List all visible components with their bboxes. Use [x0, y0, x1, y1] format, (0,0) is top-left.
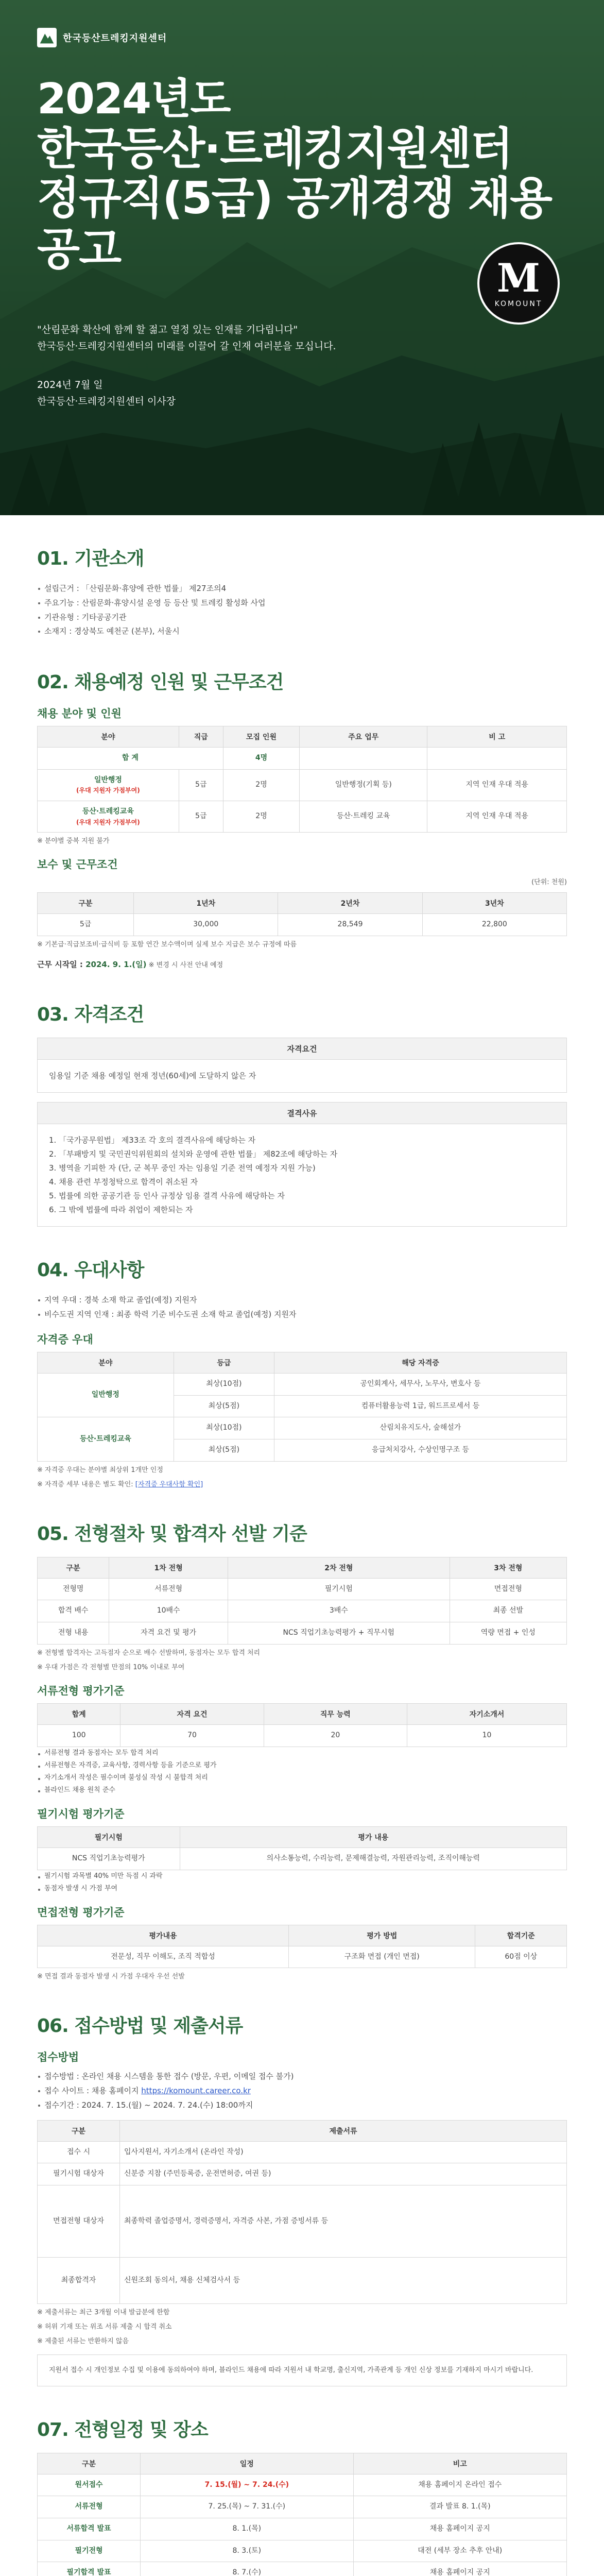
documents-note: ※ 제출서류는 최근 3개월 이내 발급분에 한함 — [37, 2309, 170, 2317]
table-cell: 면접전형 — [450, 1578, 566, 1600]
pay-value: 28,549 — [278, 914, 422, 936]
field-note: (우대 지원자 가점부여) — [76, 818, 140, 826]
table-header: 직급 — [179, 726, 223, 748]
hero-message — [37, 321, 356, 355]
grade-cell: 5급 — [179, 801, 223, 832]
hero-message-line1: "산림문화 확산에 함께 할 젊고 열정 있는 인재를 기다립니다" — [37, 324, 298, 335]
table-header: 제출서류 — [120, 2120, 567, 2141]
hero-title-org: 한국등산·트레킹지원센터 — [37, 123, 512, 175]
certificate-table — [37, 1352, 567, 1462]
section-title: 07. 전형일정 및 장소 — [37, 2419, 208, 2441]
badge-text: KOMOUNT — [494, 300, 543, 308]
table-row — [38, 2562, 567, 2576]
table-row — [38, 1373, 567, 1395]
box-header: 결격사유 — [37, 1102, 567, 1124]
table-cell: 입사지원서, 자기소개서 (온라인 작성) — [120, 2141, 567, 2163]
section-schedule — [37, 2415, 567, 2576]
table-header: 구분 — [38, 893, 134, 914]
row-label: 합격 배수 — [38, 1600, 109, 1622]
application-list — [37, 2070, 567, 2112]
table-cell: 자격 요건 및 평가 — [109, 1622, 228, 1645]
row-label: 서류합격 발표 — [38, 2518, 141, 2540]
pay-note: ※ 기본급·직급보조비·급식비 등 포함 연간 보수액이며 실제 보수 지급은 보수 규정에 따름 — [37, 941, 297, 949]
table-header: 평가 방법 — [289, 1925, 475, 1946]
cert-cell: 컴퓨터활용능력 1급, 워드프로세서 등 — [274, 1395, 567, 1417]
table-cell: 60점 이상 — [475, 1946, 567, 1968]
table-header: 비고 — [353, 2453, 566, 2474]
disqualification-box — [37, 1124, 567, 1227]
schedule-date: 8. 7.(수) — [141, 2562, 354, 2576]
work-start-note: ※ 변경 시 사전 안내 예정 — [146, 961, 223, 970]
list-item: 소재지 : 경상북도 예천군 (본부), 서울시 — [37, 624, 567, 639]
duty-cell: 등산·트레킹 교육 — [300, 801, 427, 832]
list-item: 3. 병역을 기피한 자 (단, 군 복무 중인 자는 임용일 기준 전역 예정자 지원 가능) — [49, 1163, 316, 1173]
grade-cell: 최상(10점) — [174, 1417, 274, 1439]
table-header: 자기소개서 — [407, 1704, 567, 1725]
section-positions — [37, 668, 567, 971]
work-start-date: 2024. 9. 1.(일) — [85, 960, 147, 970]
list-item: 접수방법 : 온라인 채용 시스템을 통한 접수 (방문, 우편, 이메일 접수 불가) — [37, 2070, 567, 2084]
table-header: 1년차 — [134, 893, 278, 914]
count-cell: 2명 — [223, 769, 299, 801]
total-label: 합 계 — [38, 748, 223, 770]
pay-unit: (단위: 천원) — [531, 878, 567, 887]
note-cell: 지역 인재 우대 적용 — [427, 769, 567, 801]
row-label: 필기시험 대상자 — [38, 2163, 120, 2185]
row-label: 원서접수 — [38, 2474, 141, 2496]
table-row — [38, 1622, 567, 1645]
list-item: 자기소개서 작성은 필수이며 불성실 작성 시 불합격 처리 — [37, 1772, 567, 1784]
section-preferences — [37, 1256, 567, 1490]
section-institution — [37, 544, 567, 639]
positions-table — [37, 726, 567, 833]
schedule-note: 채용 홈페이지 공지 — [353, 2518, 566, 2540]
row-label: 필기전형 — [38, 2540, 141, 2562]
score-cell: 20 — [264, 1725, 407, 1747]
table-header: 직무 능력 — [264, 1704, 407, 1725]
row-label: 접수 시 — [38, 2141, 120, 2163]
table-row — [38, 2185, 567, 2258]
pay-value: 22,800 — [422, 914, 566, 936]
pay-table — [37, 892, 567, 936]
row-label: 최종합격자 — [38, 2258, 120, 2304]
written-criteria-table — [37, 1826, 567, 1870]
section-application — [37, 2011, 567, 2386]
score-cell: 100 — [38, 1725, 120, 1747]
table-header: 3년차 — [422, 893, 566, 914]
table-cell: 필기시험 — [228, 1578, 450, 1600]
row-label: 서류전형 — [38, 2496, 141, 2518]
table-row — [38, 1600, 567, 1622]
section-title: 05. 전형절차 및 합격자 선발 기준 — [37, 1523, 307, 1545]
table-header: 평가내용 — [38, 1925, 289, 1946]
schedule-date: 8. 1.(목) — [141, 2518, 354, 2540]
table-cell: 최종 선발 — [450, 1600, 566, 1622]
grade-cell: 5급 — [179, 769, 223, 801]
document-criteria-table — [37, 1703, 567, 1747]
table-row — [38, 769, 567, 801]
notice-content — [0, 544, 604, 2576]
list-item — [37, 2084, 567, 2098]
field-name: 등산·트레킹교육 — [38, 1417, 174, 1461]
schedule-date: 7. 15.(월) ~ 7. 24.(수) — [141, 2474, 354, 2496]
list-item: 1. 「국가공무원법」 제33조 각 호의 결격사유에 해당하는 자 — [49, 1136, 256, 1145]
documents-note: ※ 제출된 서류는 반환하지 않음 — [37, 2337, 129, 2346]
table-row — [38, 2141, 567, 2163]
table-row — [38, 1946, 567, 1968]
subsection-title: 서류전형 평가기준 — [37, 1685, 125, 1697]
grade-cell: 최상(5점) — [174, 1395, 274, 1417]
certificate-note: ※ 자격증 우대는 분야별 최상위 1개만 인정 — [37, 1466, 163, 1474]
cert-cell: 응급처치강사, 수상인명구조 등 — [274, 1439, 567, 1461]
table-cell: 전문성, 직무 이해도, 조직 적합성 — [38, 1946, 289, 1968]
table-cell: 10배수 — [109, 1600, 228, 1622]
schedule-note: 대전 (세부 장소 추후 안내) — [353, 2540, 566, 2562]
subsection-title: 보수 및 근무조건 — [37, 858, 118, 871]
score-cell: 70 — [120, 1725, 264, 1747]
hero-org-signature: 한국등산·트레킹지원센터 이사장 — [37, 396, 176, 407]
table-header: 합격기준 — [475, 1925, 567, 1946]
subsection-title: 접수방법 — [37, 2051, 79, 2064]
schedule-note: 채용 홈페이지 온라인 접수 — [353, 2474, 566, 2496]
table-row — [38, 2540, 567, 2562]
selection-note: ※ 우대 가점은 각 전형별 만점의 10% 이내로 부여 — [37, 1663, 185, 1671]
list-item: 서류전형은 자격증, 교육사항, 경력사항 등을 기준으로 평가 — [37, 1759, 567, 1772]
interview-note: ※ 면접 결과 동점자 발생 시 가점 우대자 우선 선발 — [37, 1973, 185, 1981]
table-cell: NCS 직업기초능력평가 — [38, 1848, 180, 1870]
institution-list — [37, 582, 567, 639]
written-notes — [37, 1870, 567, 1895]
section-title: 03. 자격조건 — [37, 1004, 144, 1026]
schedule-table — [37, 2453, 567, 2576]
list-item: 5. 법률에 의한 공공기관 등 인사 규정상 임용 결격 사유에 해당하는 자 — [49, 1191, 285, 1201]
list-item: 주요기능 : 산림문화·휴양시설 운영 등 등산 및 트레킹 활성화 사업 — [37, 596, 567, 611]
field-note: (우대 지원자 가점부여) — [76, 787, 140, 794]
list-item: 지역 우대 : 경북 소재 학교 졸업(예정) 지원자 — [37, 1293, 567, 1308]
certificate-link-line — [37, 1479, 567, 1490]
row-label: 면접전형 대상자 — [38, 2185, 120, 2258]
table-row — [38, 801, 567, 832]
table-row — [38, 2258, 567, 2304]
work-start-label: 근무 시작일 : — [37, 960, 86, 970]
table-row — [38, 1848, 567, 1870]
table-header: 평가 내용 — [180, 1826, 566, 1848]
field-name: 일반행정 — [38, 1373, 174, 1417]
table-cell: 의사소통능력, 수리능력, 문제해결능력, 자원관리능력, 조직이해능력 — [180, 1848, 566, 1870]
row-label: 전형명 — [38, 1578, 109, 1600]
list-item: 동점자 발생 시 가점 부여 — [37, 1883, 567, 1895]
schedule-date: 7. 25.(목) ~ 7. 31.(수) — [141, 2496, 354, 2518]
field-name: 일반행정 — [94, 775, 122, 784]
section-title: 06. 접수방법 및 제출서류 — [37, 2015, 243, 2037]
pay-grade: 5급 — [38, 914, 134, 936]
table-row — [38, 914, 567, 936]
table-header: 일정 — [141, 2453, 354, 2474]
hero-date: 2024년 7월 일 — [37, 379, 103, 391]
note-cell: 지역 인재 우대 적용 — [427, 801, 567, 832]
documents-table — [37, 2120, 567, 2304]
schedule-date: 8. 3.(토) — [141, 2540, 354, 2562]
table-header: 2년차 — [278, 893, 422, 914]
document-notes — [37, 1747, 567, 1797]
list-item: 2. 「부패방지 및 국민권익위원회의 설치와 운영에 관한 법률」 제82조에 해당하는 자 — [49, 1149, 338, 1159]
list-item: 6. 그 밖에 법률에 따라 취업이 제한되는 자 — [49, 1205, 193, 1215]
table-header: 2차 전형 — [228, 1557, 450, 1578]
list-item: 4. 채용 관련 부정청탁으로 합격이 취소된 자 — [49, 1177, 198, 1187]
table-row — [38, 1417, 567, 1439]
pay-value: 30,000 — [134, 914, 278, 936]
table-header: 자격 요건 — [120, 1704, 264, 1725]
qualification-box: 임용일 기준 채용 예정일 현재 정년(60세)에 도달하지 않은 자 — [37, 1059, 567, 1093]
table-header: 해당 자격증 — [274, 1352, 567, 1373]
duty-cell: 일반행정(기획 등) — [300, 769, 427, 801]
section-title: 02. 채용예정 인원 및 근무조건 — [37, 672, 284, 693]
table-header: 필기시험 — [38, 1826, 180, 1848]
list-item: 비수도권 지역 인재 : 최종 학력 기준 비수도권 소재 학교 졸업(예정) 지원자 — [37, 1308, 567, 1322]
table-header: 모집 인원 — [223, 726, 299, 748]
table-header: 구분 — [38, 1557, 109, 1578]
table-header: 3차 전형 — [450, 1557, 566, 1578]
table-cell: 최종학력 졸업증명서, 경력증명서, 자격증 사본, 가점 증빙서류 등 — [120, 2185, 567, 2258]
brand-name: 한국등산트레킹지원센터 — [63, 33, 167, 44]
table-row — [38, 1578, 567, 1600]
subsection-title: 면접전형 평가기준 — [37, 1906, 125, 1919]
hero-banner — [0, 0, 604, 515]
komount-badge — [477, 242, 560, 325]
brand-logo — [37, 28, 167, 47]
list-item: 서류전형 결과 동점자는 모두 합격 처리 — [37, 1747, 567, 1759]
table-header: 분야 — [38, 1352, 174, 1373]
table-header: 분야 — [38, 726, 179, 748]
grade-cell: 최상(5점) — [174, 1439, 274, 1461]
schedule-note: 채용 홈페이지 공지 — [353, 2562, 566, 2576]
cert-cell: 산림치유지도사, 숲해설가 — [274, 1417, 567, 1439]
preference-list — [37, 1293, 567, 1322]
table-row — [38, 2518, 567, 2540]
score-cell: 10 — [407, 1725, 567, 1747]
section-title: 04. 우대사항 — [37, 1260, 144, 1281]
table-header: 비 고 — [427, 726, 567, 748]
count-cell: 2명 — [223, 801, 299, 832]
subsection-title: 필기시험 평가기준 — [37, 1807, 125, 1820]
list-item: 설립근거 : 「산림문화·휴양에 관한 법률」 제27조의4 — [37, 582, 567, 596]
privacy-box: 지원서 접수 시 개인정보 수집 및 이용에 동의하여야 하며, 블라인드 채용에 따라 지원서 내 학교명, 출신지역, 가족관계 등 개인 신상 정보를 기재하지 마시기 바랍니다. — [37, 2354, 567, 2386]
table-header: 등급 — [174, 1352, 274, 1373]
schedule-note: 결과 발표 8. 1.(목) — [353, 2496, 566, 2518]
selection-flow-table — [37, 1557, 567, 1645]
table-header: 1차 전형 — [109, 1557, 228, 1578]
section-title: 01. 기관소개 — [37, 548, 144, 569]
section-selection — [37, 1519, 567, 1983]
documents-note: ※ 허위 기재 또는 위조 서류 제출 시 합격 취소 — [37, 2323, 172, 2331]
subsection-title: 자격증 우대 — [37, 1333, 93, 1346]
row-label: 전형 내용 — [38, 1622, 109, 1645]
certificate-link-label: ※ 자격증 세부 내용은 별도 확인: — [37, 1480, 135, 1488]
table-cell: 3배수 — [228, 1600, 450, 1622]
badge-letter: M — [496, 255, 541, 301]
list-item: 접수기간 : 2024. 7. 15.(월) ~ 2024. 7. 24.(수) 18:00까지 — [37, 2098, 567, 2113]
table-row — [38, 2163, 567, 2185]
certificate-link[interactable]: [자격증 우대사항 확인] — [135, 1480, 203, 1488]
table-header: 합계 — [38, 1704, 120, 1725]
hero-message-line2: 한국등산·트레킹지원센터의 미래를 이끌어 갈 인재 여러분을 모십니다. — [37, 341, 336, 352]
hero-title-main: 정규직(5급) 공개경쟁 채용 공고 — [37, 173, 552, 275]
positions-note: ※ 분야별 중복 지원 불가 — [37, 837, 110, 845]
table-cell: 신분증 지참 (주민등록증, 운전면허증, 여권 등) — [120, 2163, 567, 2185]
grade-cell: 최상(10점) — [174, 1373, 274, 1395]
box-header: 자격요건 — [37, 1038, 567, 1059]
work-start — [37, 959, 567, 971]
application-url-link[interactable]: https://komount.career.co.kr — [141, 2086, 251, 2096]
row-label: 필기합격 발표 — [38, 2562, 141, 2576]
cert-cell: 공인회계사, 세무사, 노무사, 변호사 등 — [274, 1373, 567, 1395]
table-row — [38, 2496, 567, 2518]
list-item: 블라인드 채용 원칙 준수 — [37, 1784, 567, 1797]
field-name: 등산·트레킹교육 — [82, 807, 134, 816]
selection-note: ※ 전형별 합격자는 고득점자 순으로 배수 선발하며, 동점자는 모두 합격 처리 — [37, 1649, 261, 1657]
section-qualifications — [37, 1000, 567, 1227]
table-cell: 구조화 면접 (개인 면접) — [289, 1946, 475, 1968]
table-row — [38, 1725, 567, 1747]
table-header: 주요 업무 — [300, 726, 427, 748]
table-cell: NCS 직업기초능력평가 + 직무시험 — [228, 1622, 450, 1645]
list-item: 기관유형 : 기타공공기관 — [37, 611, 567, 625]
table-cell: 역량 면접 + 인성 — [450, 1622, 566, 1645]
mountain-logo-icon — [37, 28, 57, 47]
subsection-title: 채용 분야 및 인원 — [37, 707, 122, 720]
list-item: 필기시험 과목별 40% 미만 득점 시 과락 — [37, 1870, 567, 1883]
interview-criteria-table — [37, 1925, 567, 1969]
total-count: 4명 — [223, 748, 299, 770]
table-header: 구분 — [38, 2453, 141, 2474]
list-item-label: 접수 사이트 : 채용 홈페이지 — [44, 2086, 142, 2096]
table-row — [38, 2474, 567, 2496]
table-cell: 서류전형 — [109, 1578, 228, 1600]
table-cell: 신원조회 동의서, 채용 신체검사서 등 — [120, 2258, 567, 2304]
table-header: 구분 — [38, 2120, 120, 2141]
hero-title-year: 2024년도 — [37, 75, 230, 124]
